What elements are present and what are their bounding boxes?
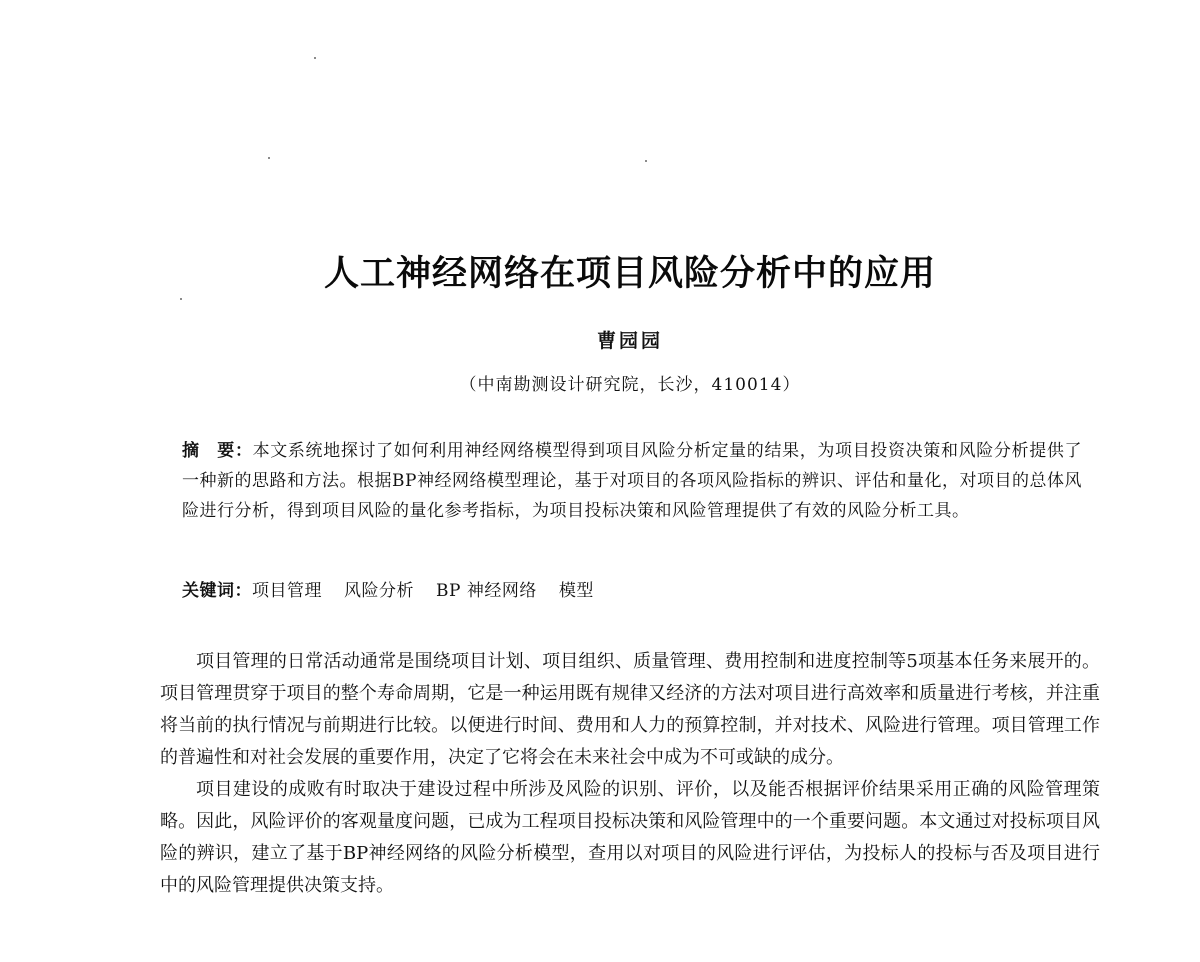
scan-speck <box>180 298 182 300</box>
keyword: 模型 <box>558 581 594 601</box>
author-name: 曹园园 <box>596 330 663 352</box>
abstract <box>182 436 1082 526</box>
keyword: 风险分析 <box>344 581 414 601</box>
body-text <box>160 646 1100 902</box>
paper-title: 人工神经网络在项目风险分析中的应用 <box>323 254 936 294</box>
scan-speck <box>645 160 647 162</box>
body-paragraph: 项目建设的成败有时取决于建设过程中所涉及风险的识别、评价，以及能否根据评价结果采用正确的风险管理策略。因此，风险评价的客观量度问题，已成为工程项目投标决策和风险管理中的一个重要问题。本文通过对投标项目风险的辨识，建立了基于BP神经网络的风险分析模型，查用以对项目的风险进行评估，为投标人的投标与否及项目进行中的风险管理提供决策支持。 <box>160 779 1100 896</box>
abstract-text: 本文系统地探讨了如何利用神经网络模型得到项目风险分析定量的结果，为项目投资决策和风险分析提供了一种新的思路和方法。根据BP神经网络模型理论，基于对项目的各项风险指标的辨识、评估和量化，对项目的总体风险进行分析，得到项目风险的量化参考指标，为项目投标决策和风险管理提供了有效的风险分析工具。 <box>182 441 1083 521</box>
body-paragraph: 项目管理的日常活动通常是围绕项目计划、项目组织、质量管理、费用控制和进度控制等5项基本任务来展开的。项目管理贯穿于项目的整个寿命周期，它是一种运用既有规律又经济的方法对项目进行高效率和质量进行考核，并注重将当前的执行情况与前期进行比较。以便进行时间、费用和人力的预算控制，并对技术、风险进行管理。项目管理工作的普遍性和对社会发展的重要作用，决定了它将会在未来社会中成为不可或缺的成分。 <box>160 651 1100 768</box>
keywords <box>182 576 1082 606</box>
keywords-label: 关键词： <box>182 581 252 601</box>
abstract-label: 摘 要： <box>182 441 253 461</box>
scan-speck <box>314 57 316 59</box>
scan-speck <box>268 157 270 159</box>
keyword: 项目管理 <box>252 581 322 601</box>
author-affiliation: （中南勘测设计研究院，长沙，410014） <box>459 375 801 395</box>
keyword: BP 神经网络 <box>436 581 537 601</box>
